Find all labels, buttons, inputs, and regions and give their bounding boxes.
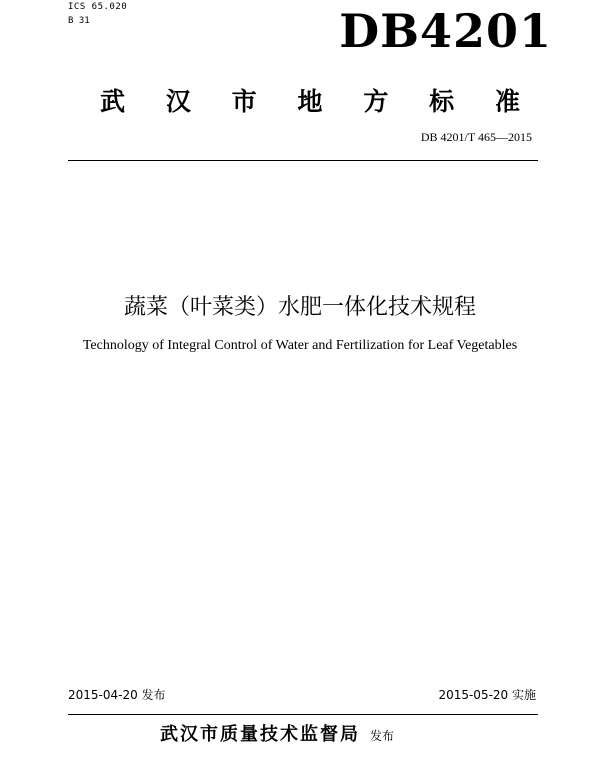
issuer-name: 武汉市质量技术监督局 [160, 724, 360, 745]
standard-level-char: 方 [363, 87, 389, 116]
document-number: DB 4201/T 465—2015 [420, 130, 532, 144]
title-chinese: 蔬菜（叶菜类）水肥一体化技术规程 [123, 295, 476, 320]
issuer-line [160, 720, 394, 746]
standard-level-char: 地 [297, 87, 323, 116]
classification-code: B 31 [68, 16, 90, 26]
standard-level-char: 准 [494, 87, 520, 116]
standard-level-char: 武 [100, 87, 126, 116]
standard-level [100, 82, 520, 118]
effective-date: 2015-05-20 实施 [438, 688, 536, 702]
standard-level-char: 市 [231, 87, 257, 116]
publish-date: 2015-04-20 发布 [68, 688, 166, 702]
top-divider [68, 160, 538, 161]
ics-code: ICS 65.020 [68, 2, 128, 12]
bottom-divider [68, 714, 538, 715]
title-english: Technology of Integral Control of Water and Fertilization for Leaf Vegetables [82, 338, 518, 353]
standard-code: DB4201 [339, 4, 552, 58]
issuer-suffix: 发布 [370, 729, 395, 743]
standard-level-char: 汉 [165, 87, 191, 116]
standard-level-char: 标 [429, 87, 455, 116]
